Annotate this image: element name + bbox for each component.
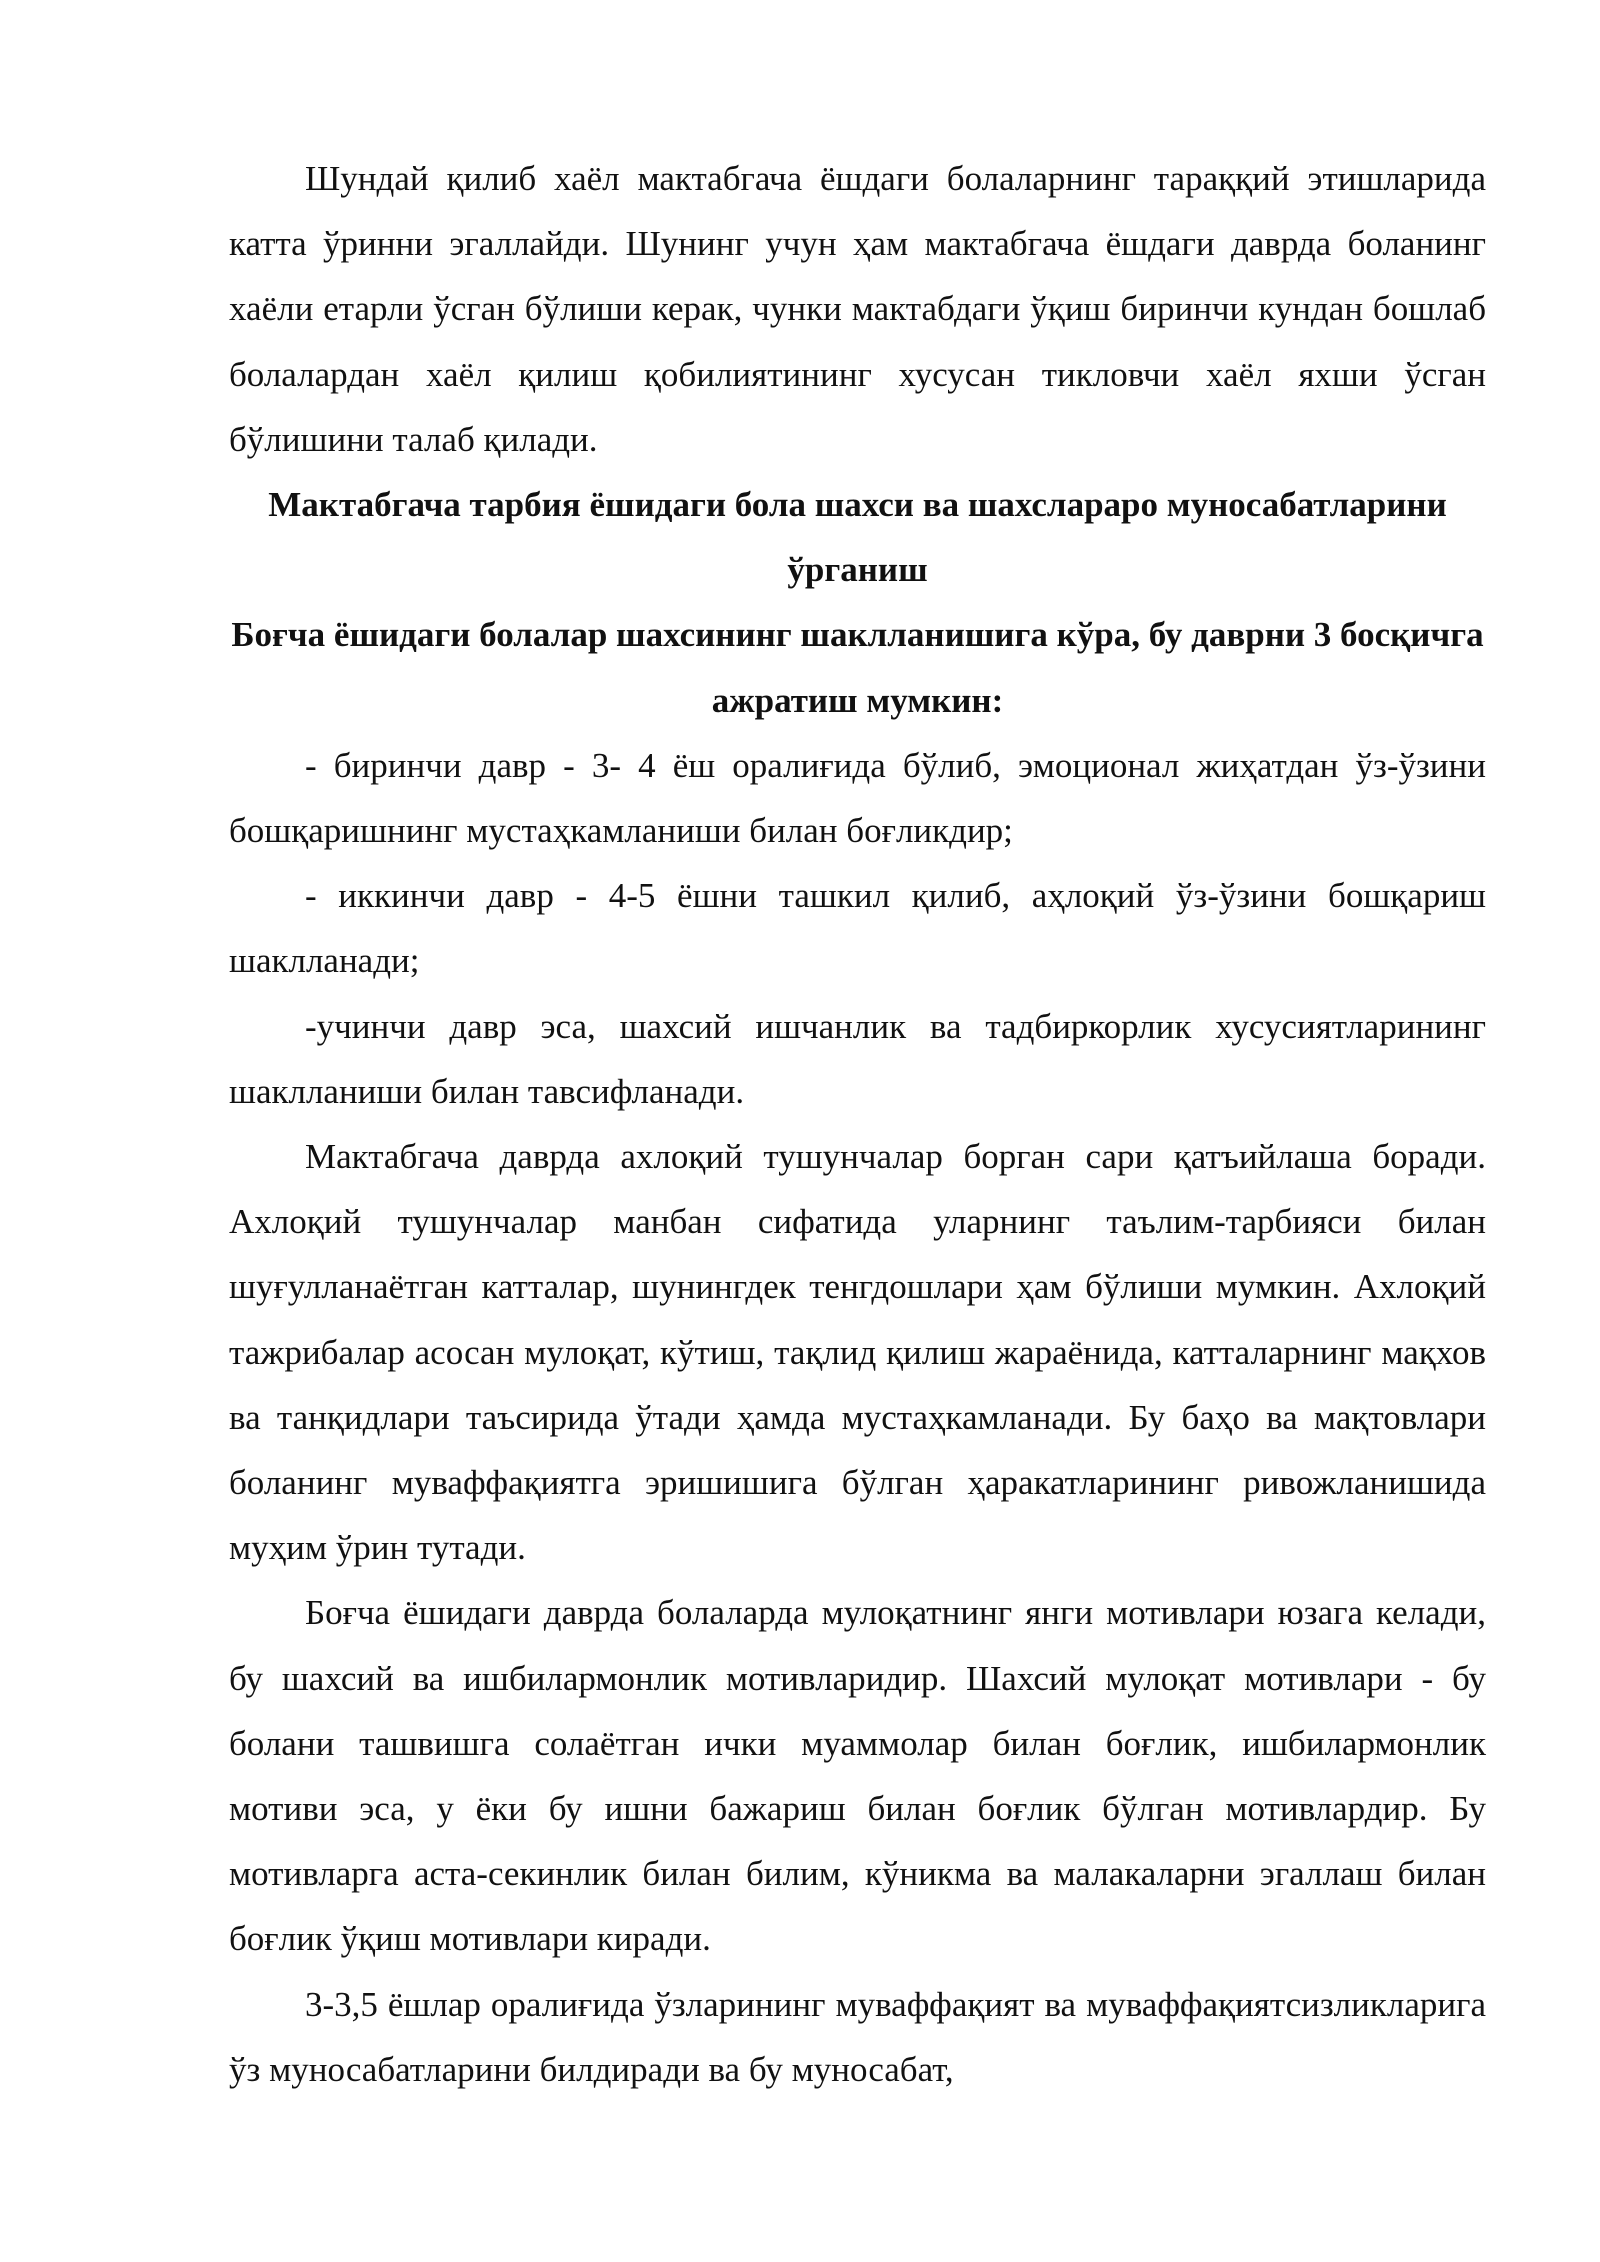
paragraph-success-attitude: 3-3,5 ёшлар оралиғида ўзларининг муваффақият ва муваффақиятсизликларига ўз муносабатларини билдиради ва бу муносабат, bbox=[229, 1984, 1486, 2089]
section-heading: Мактабгача тарбия ёшидаги бола шахси ва шахслараро муносабатларини ўрганиш bbox=[268, 485, 1447, 590]
stage-item-first: - биринчи давр - 3- 4 ёш оралиғида бўлиб, эмоционал жиҳатдан ўз-ўзини бошқаришнинг мустаҳкамланиши билан боғликдир; bbox=[229, 745, 1486, 851]
stage-item-third: -учинчи давр эса, шахсий ишчанлик ва тадбиркорлик хусусиятларининг шаклланиши билан тавсифланади. bbox=[229, 1006, 1486, 1111]
paragraph-moral-concepts: Мактабгача даврда ахлоқий тушунчалар борган сари қатъийлаша боради. Ахлоқий тушунчалар манбан сифатида уларнинг таълим-тарбияси билан шуғулланаётган катталар, шунингдек тенгдошлари ҳам бўлиши мумкин. Ахлоқий тажрибалар асосан мулоқат, кўтиш, тақлид қилиш жараёнида, катталарнинг мақхов ва танқидлари таъсирида ўтади ҳамда мустаҳкамланади. Бу баҳо ва мақтовлари боланинг муваффақиятга эришишига бўлган ҳаракатларининг ривожланишида муҳим ўрин тутади. bbox=[229, 1137, 1486, 1568]
document-body bbox=[229, 146, 1486, 2102]
stage-item-second: - иккинчи давр - 4-5 ёшни ташкил қилиб, аҳлоқий ўз-ўзини бошқариш шаклланади; bbox=[229, 876, 1486, 981]
subsection-heading: Боғча ёшидаги болалар шахсининг шаклланишига кўра, бу даврни 3 босқичга ажратиш мумкин: bbox=[231, 615, 1484, 720]
paragraph-imagination: Шундай қилиб хаёл мактабгача ёшдаги болаларнинг тараққий этишларида катта ўринни эгаллайди. Шунинг учун ҳам мактабгача ёшдаги даврда боланинг хаёли етарли ўсган бўлиши керак, чунки мактабдаги ўқиш биринчи кундан бошлаб болалардан хаёл қилиш қобилиятининг хусусан тикловчи хаёл яхши ўсган бўлишини талаб қилади. bbox=[229, 159, 1486, 459]
paragraph-communication-motives: Боғча ёшидаги даврда болаларда мулоқатнинг янги мотивлари юзага келади, бу шахсий ва ишбилармонлик мотивларидир. Шахсий мулоқат мотивлари - бу болани ташвишга солаётган ички муаммолар билан боғлик, ишбилармонлик мотиви эса, у ёки бу ишни бажариш билан боғлик бўлган мотивлардир. Бу мотивларга аста-секинлик билан билим, кўникма ва малакаларни эгаллаш билан боғлик ўқиш мотивлари киради. bbox=[229, 1593, 1486, 1959]
